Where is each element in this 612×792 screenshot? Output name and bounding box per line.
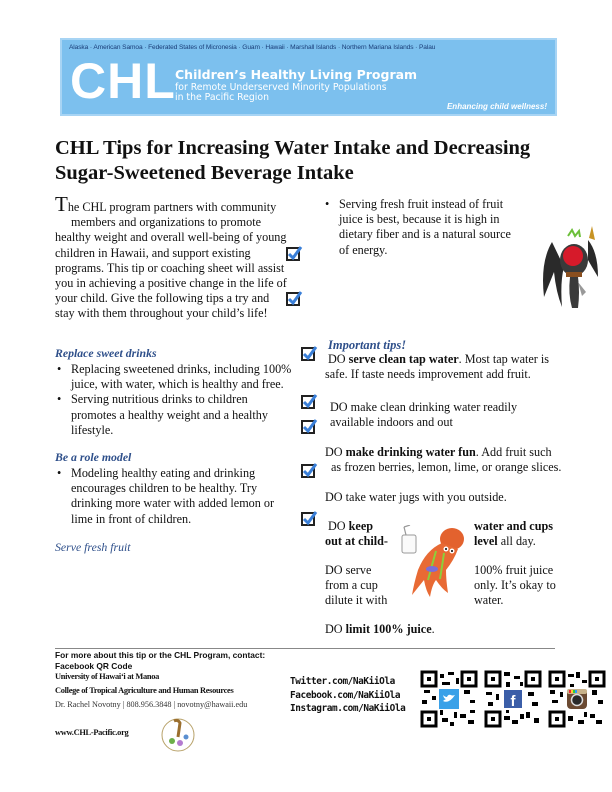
section-heading: Be a role model — [55, 450, 132, 464]
tip-bold-text: limit 100% juice — [345, 622, 432, 636]
important-tips-heading: Important tips! — [328, 338, 407, 352]
tip-text: DO make clean drinking water readily — [330, 400, 518, 414]
instagram-link[interactable]: Instagram.com/NaKiiOla — [290, 703, 406, 714]
tip-text: safe. If taste needs improvement add fruit. — [325, 367, 531, 382]
checkbox-icon — [301, 510, 318, 526]
checkbox-icon — [301, 345, 318, 361]
tip-text: 100% fruit juice — [474, 563, 554, 577]
tip-text: DO — [328, 519, 349, 533]
checkbox-icon — [286, 290, 303, 306]
banner-title: Children’s Healthy Living Program — [175, 67, 418, 82]
facebook-qr-code[interactable] — [484, 670, 542, 728]
bullet-item: • Replacing sweetened drinks, including 100% juice, with water, which is healthy and free. — [55, 362, 295, 392]
tip-text: all day. — [497, 534, 536, 549]
intro-line-1: he CHL program partners with community — [67, 200, 277, 214]
tip-bold-text: keep — [348, 519, 374, 533]
tip-serve-cup-left — [325, 563, 387, 609]
tip-text: available indoors and out — [330, 415, 453, 430]
footer-website-link[interactable]: www.CHL-Pacific.org — [55, 728, 129, 737]
twitter-qr-code[interactable] — [420, 670, 478, 728]
section-heading: Replace sweet drinks — [55, 346, 157, 360]
tip-text: only. It’s okay to — [474, 578, 556, 593]
footer-university: University of Hawaiʻi at Manoa — [55, 672, 160, 681]
tip-limit-juice — [325, 622, 435, 637]
page-title: CHL Tips for Increasing Water Intake and Decreasing Sugar-Sweetened Beverage Intake — [55, 137, 531, 184]
tip-serve-cup-right — [474, 563, 556, 609]
tip-text: . — [431, 622, 435, 636]
tip-make-water-available — [330, 400, 570, 430]
tip-text: DO serve — [325, 563, 372, 577]
bullet-item: • Modeling healthy eating and drinking encourages children to be healthy. Try drinking more water with added lemon or lime in front of children. — [55, 466, 295, 527]
tip-bold-text: water and cups — [474, 519, 554, 533]
tip-text: . Most tap water is — [458, 352, 550, 366]
tip-bold-text: make drinking water fun — [345, 445, 476, 459]
section-heading-serve-fresh-fruit: Serve fresh fruit — [55, 540, 131, 554]
tip-keep-water-left — [325, 519, 388, 549]
chl-banner — [60, 38, 557, 116]
tip-bold-text: level — [474, 534, 498, 549]
octopus-mascot-image — [396, 525, 474, 597]
tip-bold-text: serve clean tap water — [348, 352, 459, 366]
tip-text: water. — [474, 593, 504, 608]
tip-make-water-fun — [325, 445, 570, 475]
tip-text: DO — [328, 352, 349, 366]
tip-bold-text: out at child- — [325, 534, 388, 549]
dropcap: T — [55, 192, 68, 216]
checkbox-icon — [301, 418, 318, 434]
bullet-item: • Serving fresh fruit instead of fruit juice is best, because it is high in dietary fiber and is a natural source of energy. — [323, 197, 513, 258]
checkbox-icon — [301, 462, 318, 478]
intro-paragraph — [55, 192, 290, 322]
instagram-qr-code[interactable] — [548, 670, 606, 728]
tip-text: . Add fruit such — [475, 445, 552, 459]
bullet-item: • Serving nutritious drinks to children promotes a healthy weight and a healthy lifestyle. — [55, 392, 295, 438]
intro-line-2: members and organizations to promote — [71, 215, 261, 230]
checkbox-icon — [286, 245, 303, 261]
banner-tagline: Enhancing child wellness! — [446, 102, 547, 111]
footer-college: College of Tropical Agriculture and Human Resources — [55, 686, 234, 695]
tip-text: as frozen berries, lemon, lime, or orange slices. — [331, 460, 562, 475]
facebook-link[interactable]: Facebook.com/NaKiiOla — [290, 689, 401, 701]
tip-text: DO — [325, 445, 346, 459]
banner-regions: Alaska · American Samoa · Federated States of Micronesia · Guam · Hawaii · Marshall Islands · Northern Mariana Islands · Palau — [69, 44, 436, 51]
footer-divider — [55, 648, 555, 649]
tip-serve-tap-water — [325, 352, 568, 382]
intro-rest: healthy weight and overall well-being of young children in Hawaii, and support existing programs. This tip or coaching sheet will assist you in achieving a positive change in the life of your child. Give the following tips a try and stay with them throughout your child’s life! — [55, 230, 287, 321]
tip-text: DO — [325, 622, 346, 636]
checkbox-icon — [301, 393, 318, 409]
social-links — [290, 675, 405, 716]
bat-mascot-image — [540, 222, 600, 314]
footer-qr-label: Facebook QR Code — [55, 661, 133, 671]
footer-contact-line: For more about this tip or the CHL Program, contact: — [55, 650, 266, 660]
banner-subtitle-2: in the Pacific Region — [175, 92, 269, 103]
chl-seal-logo — [160, 715, 196, 753]
chl-logo: CHL — [70, 53, 176, 109]
tip-keep-water-right — [474, 519, 553, 549]
banner-subtitle-1: for Remote Underserved Minority Populations — [175, 82, 387, 93]
section-replace-sweet-drinks — [55, 346, 295, 438]
svg-text:f: f — [510, 693, 516, 710]
footer-contact-info: Dr. Rachel Novotny | 808.956.3848 | novotny@hawaii.edu — [55, 700, 248, 709]
section-serve-fresh-fruit — [323, 197, 513, 258]
tip-text: dilute it with — [325, 593, 388, 608]
twitter-link[interactable]: Twitter.com/NaKiiOla — [290, 676, 395, 687]
tip-water-jugs: DO take water jugs with you outside. — [325, 490, 507, 504]
section-role-model — [55, 450, 295, 527]
tip-text: from a cup — [325, 578, 378, 593]
